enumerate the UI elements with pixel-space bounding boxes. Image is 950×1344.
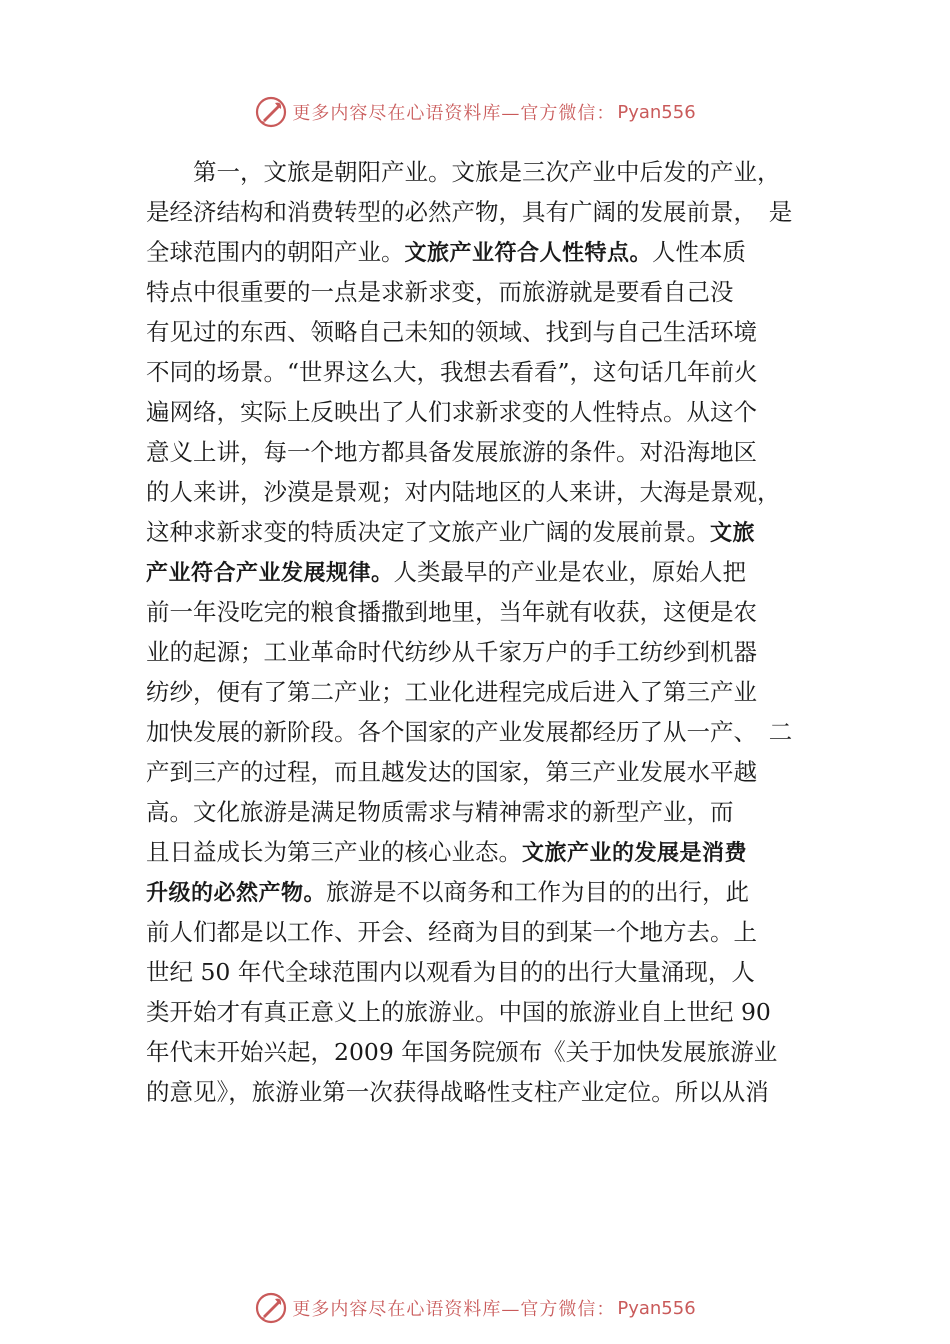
text-line	[146, 392, 822, 432]
body-text-segment: 高。文化旅游是满足物质需求与精神需求的新型产业，而	[146, 798, 734, 826]
body-text-segment: 这种求新求变的特质决定了文旅产业广阔的发展前景。	[146, 518, 710, 546]
bold-heading-text: 升级的必然产物。	[146, 881, 327, 906]
text-line	[146, 1032, 822, 1072]
body-text-segment: 特点中很重要的一点是求新求变，而旅游就是要看自己没	[146, 278, 734, 306]
body-text-segment: 第一，文旅是朝阳产业。文旅是三次产业中后发的产业，	[146, 158, 781, 186]
text-line	[146, 232, 822, 272]
text-line	[146, 192, 822, 232]
body-text-segment: 产到三产的过程，而且越发达的国家，第三产业发展水平越	[146, 758, 757, 786]
text-line	[146, 952, 822, 992]
body-text-segment: 人类最早的产业是农业，原始人把	[393, 558, 747, 586]
text-line	[146, 152, 822, 192]
text-line	[146, 272, 822, 312]
body-text-segment: 的意见》，旅游业第一次获得战略性支柱产业定位。所以从消	[146, 1078, 769, 1106]
body-text-segment: 人性本质	[652, 238, 747, 266]
body-text-segment: 有见过的东西、领略自己未知的领域、找到与自己生活环境	[146, 318, 757, 346]
text-line	[146, 432, 822, 472]
text-line	[146, 552, 822, 592]
footer-wechat-id: Pyan556	[617, 1297, 696, 1319]
text-line	[146, 992, 822, 1032]
text-line	[146, 752, 822, 792]
text-line	[146, 312, 822, 352]
body-text-segment: 不同的场景。“世界这么大，我想去看看”，这句话几年前火	[146, 358, 758, 386]
text-line	[146, 352, 822, 392]
header-watermark-banner	[0, 92, 950, 132]
body-text-segment: 且日益成长为第三产业的核心业态。	[146, 838, 522, 866]
body-text-segment: 前人们都是以工作、开会、经商为目的到某一个地方去。上	[146, 918, 757, 946]
body-text-segment: 业的起源；工业革命时代纺纱从千家万户的手工纺纱到机器	[146, 638, 757, 666]
body-text-segment: 前一年没吃完的粮食播撒到地里，当年就有收获，这便是农	[146, 598, 757, 626]
header-wechat-id: Pyan556	[617, 101, 696, 123]
body-text-segment: 类开始才有真正意义上的旅游业。中国的旅游业自上世纪 90	[146, 998, 771, 1026]
footer-watermark-banner	[0, 1288, 950, 1328]
text-line	[146, 792, 822, 832]
body-text-segment: 遍网络，实际上反映出了人们求新求变的人性特点。从这个	[146, 398, 757, 426]
body-text-segment: 的人来讲，沙漠是景观；对内陆地区的人来讲，大海是景观，	[146, 478, 781, 506]
header-banner-text: 更多内容尽在心语资料库—官方微信：	[292, 103, 616, 124]
text-line	[146, 592, 822, 632]
text-line	[146, 512, 822, 552]
body-text-segment: 世纪 50 年代全球范围内以观看为目的的出行大量涌现，人	[146, 958, 755, 986]
bold-heading-text: 产业符合产业发展规律。	[146, 561, 394, 586]
body-text-segment: 年代末开始兴起，2009 年国务院颁布《关于加快发展旅游业	[146, 1038, 778, 1066]
quill-logo-icon	[254, 1291, 288, 1325]
bold-heading-text: 文旅	[710, 521, 756, 546]
text-line	[146, 632, 822, 672]
quill-logo-icon	[254, 95, 288, 129]
body-text-segment: 全球范围内的朝阳产业。	[146, 238, 405, 266]
body-text-segment: 旅游是不以商务和工作为目的的出行，此	[326, 878, 750, 906]
bold-heading-text: 文旅产业的发展是消费	[522, 841, 748, 866]
body-text-segment: 加快发展的新阶段。各个国家的产业发展都经历了从一产、 二	[146, 718, 793, 746]
text-line	[146, 712, 822, 752]
footer-banner-text: 更多内容尽在心语资料库—官方微信：	[292, 1299, 616, 1320]
text-line	[146, 832, 822, 872]
text-line	[146, 912, 822, 952]
document-body	[146, 152, 822, 1112]
body-text-segment: 意义上讲，每一个地方都具备发展旅游的条件。对沿海地区	[146, 438, 757, 466]
text-line	[146, 1072, 822, 1112]
text-line	[146, 472, 822, 512]
text-line	[146, 672, 822, 712]
body-text-segment: 纺纱，便有了第二产业；工业化进程完成后进入了第三产业	[146, 678, 757, 706]
body-text-segment: 是经济结构和消费转型的必然产物，具有广阔的发展前景， 是	[146, 198, 793, 226]
text-line	[146, 872, 822, 912]
bold-heading-text: 文旅产业符合人性特点。	[404, 241, 653, 266]
